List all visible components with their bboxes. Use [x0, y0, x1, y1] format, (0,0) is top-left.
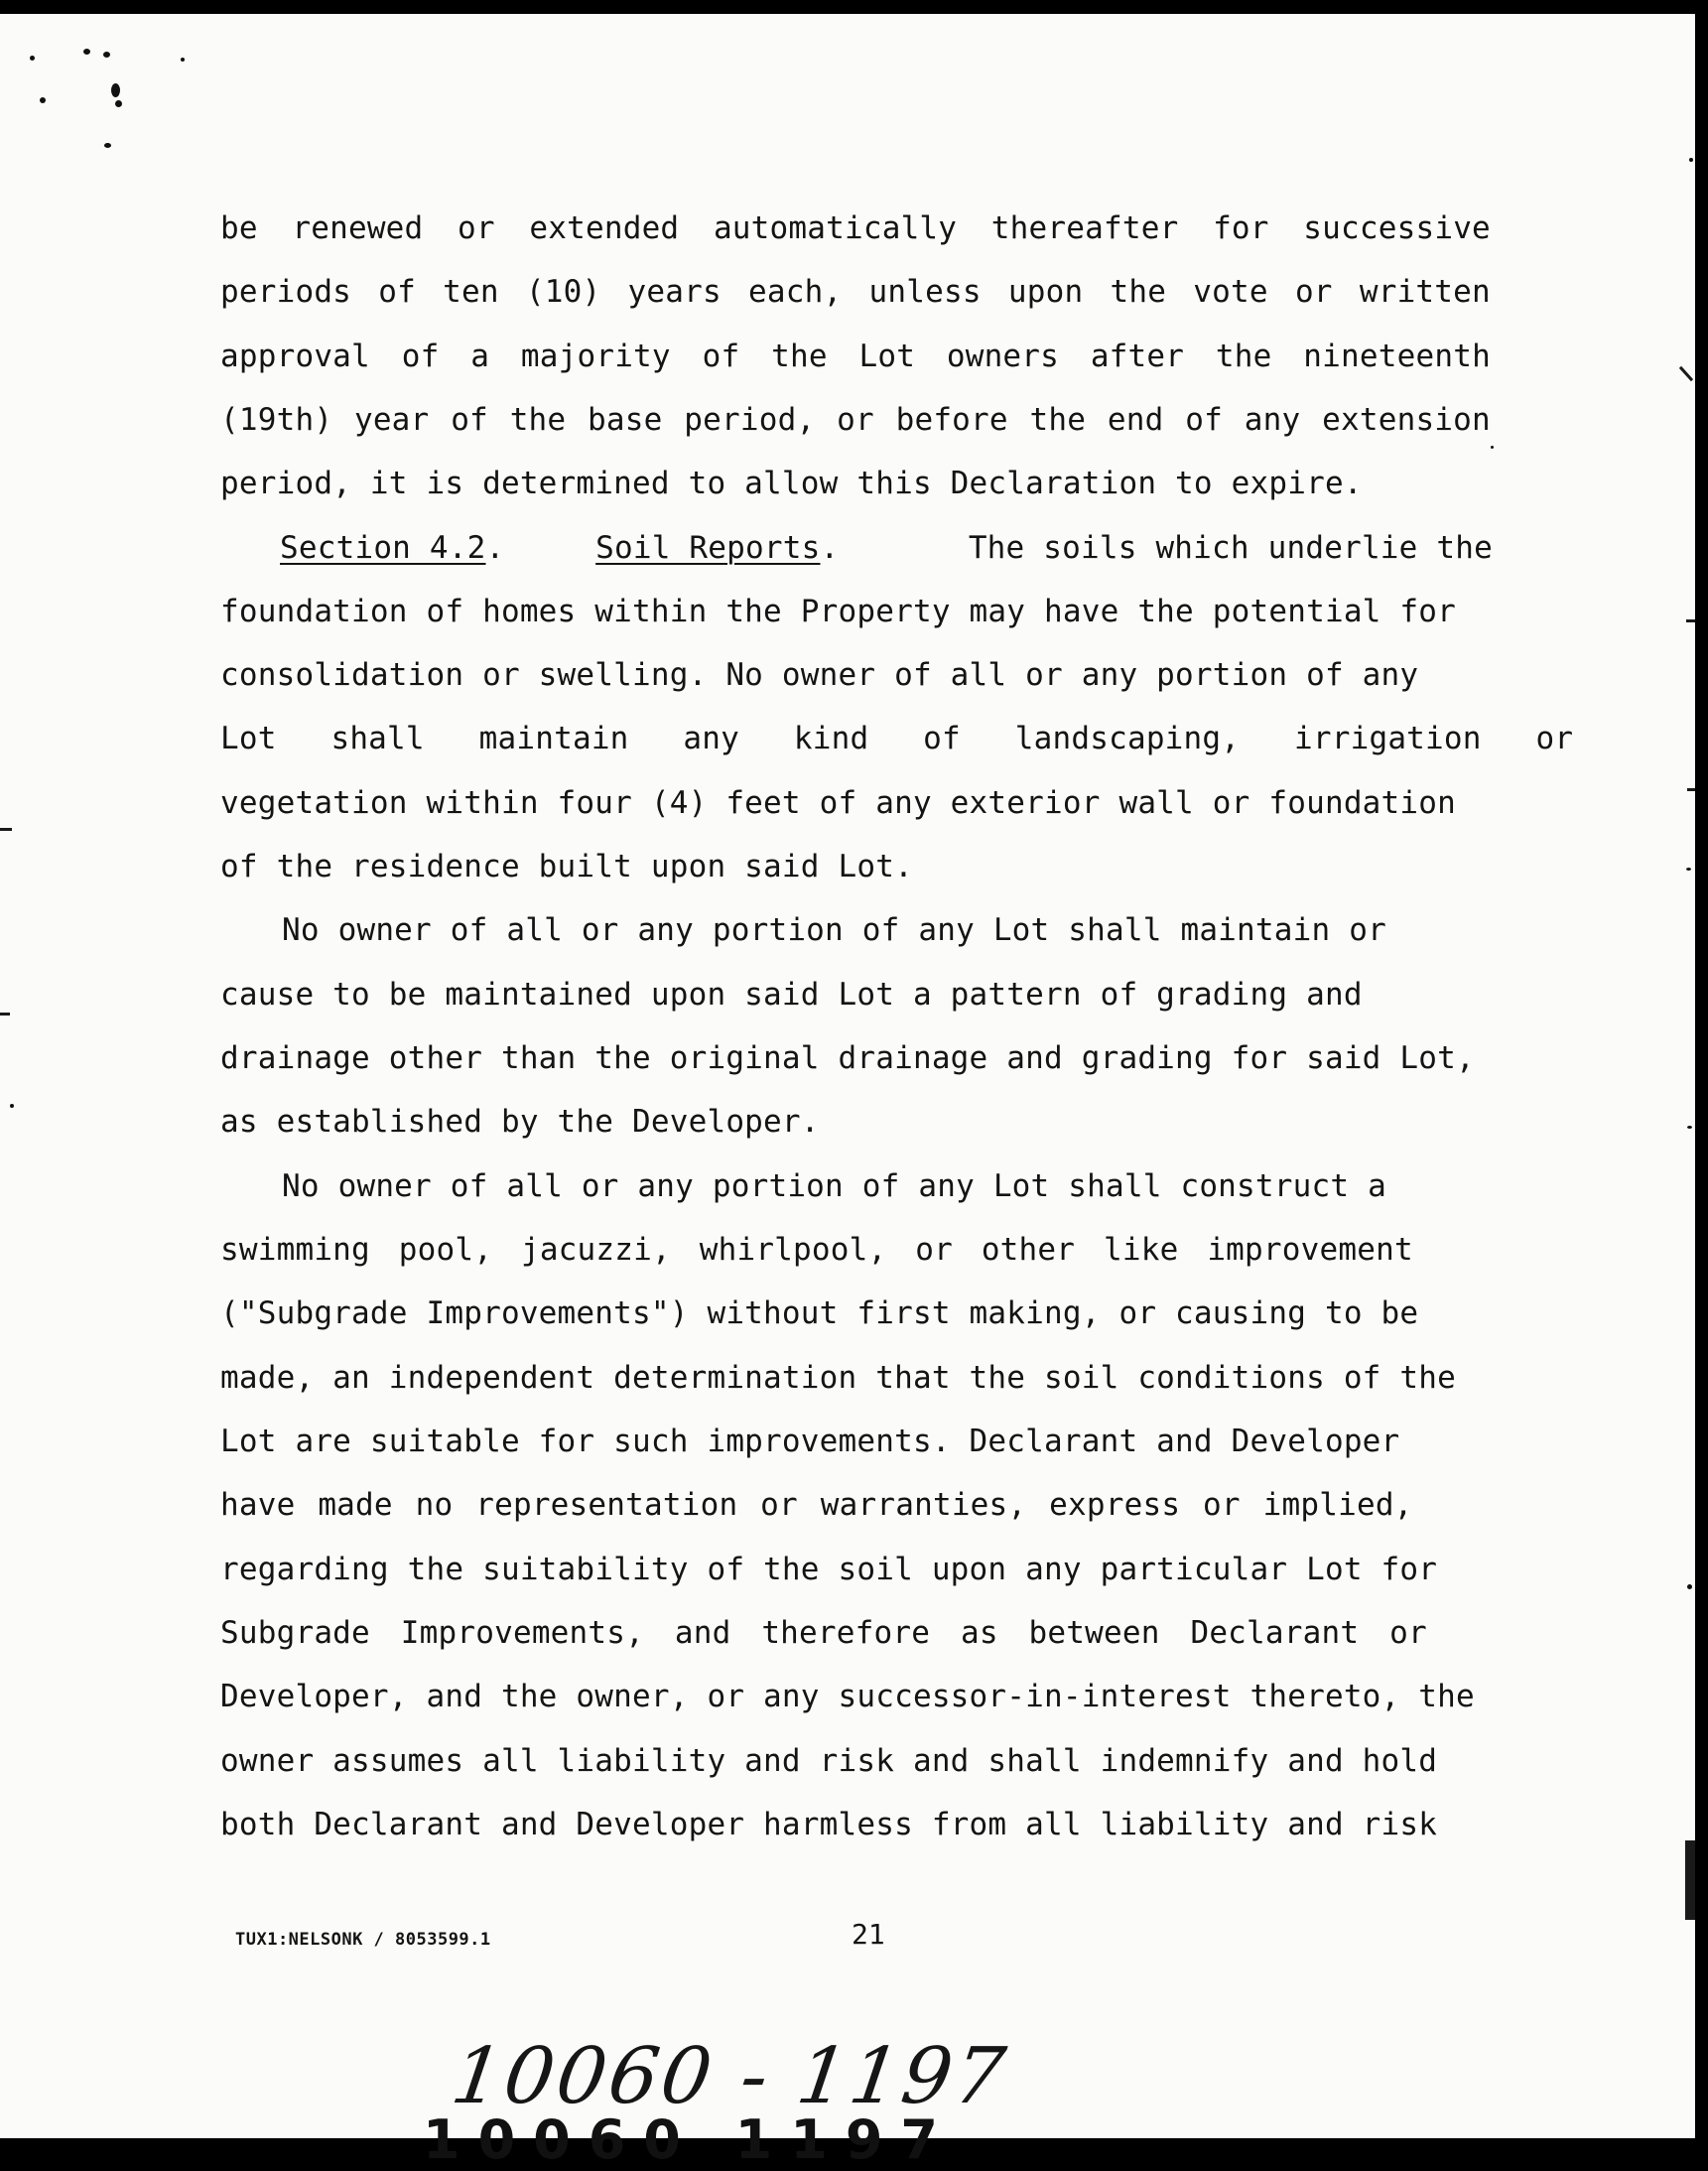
text-line: periods of ten (10) years each, unless upon the vote or written	[220, 274, 1491, 310]
text-line: foundation of homes within the Property may have the potential for	[220, 594, 1456, 629]
scan-edge-mark	[1679, 366, 1693, 381]
section-number: Section 4.2	[280, 530, 486, 566]
scan-speck	[40, 97, 46, 103]
section-intro-text: The soils which underlie the	[968, 530, 1493, 566]
text-line: of the residence built upon said Lot.	[220, 849, 913, 884]
scan-edge-mark	[1685, 1840, 1695, 1920]
text-line: both Declarant and Developer harmless from all liability and risk	[220, 1807, 1438, 1842]
scan-speck	[83, 49, 90, 55]
text-line: Developer, and the owner, or any successor-in-interest thereto, the	[220, 1679, 1475, 1714]
document-body	[220, 195, 1574, 1902]
text-line: (19th) year of the base period, or before the end of any extension	[220, 402, 1491, 438]
page-number: 21	[852, 1918, 885, 1951]
scan-speck	[103, 52, 110, 58]
text-line: Lot are suitable for such improvements. Declarant and Developer	[220, 1424, 1400, 1459]
scan-speck	[181, 58, 185, 62]
scan-speck	[10, 1104, 14, 1108]
document-id-footer: TUX1:NELSONK / 8053599.1	[235, 1930, 491, 1950]
scan-speck	[1687, 1126, 1692, 1129]
scan-speck	[1686, 868, 1691, 871]
text-line: as established by the Developer.	[220, 1104, 820, 1140]
section-title: Soil Reports	[595, 530, 821, 566]
text-line: have made no representation or warranties, express or implied,	[220, 1487, 1413, 1523]
text-line: Subgrade Improvements, and therefore as between Declarant or	[220, 1615, 1427, 1651]
document-page	[0, 14, 1695, 2171]
scan-speck	[30, 56, 35, 61]
scan-edge-mark	[0, 828, 12, 831]
scan-speck	[1689, 158, 1693, 162]
scan-speck	[115, 100, 122, 107]
scan-edge-mark	[0, 1013, 10, 1016]
text-line: No owner of all or any portion of any Lot shall construct a	[282, 1168, 1386, 1204]
handwritten-document-number: 10060 - 1197	[446, 2032, 1013, 2121]
text-line: vegetation within four (4) feet of any exterior wall or foundation	[220, 785, 1456, 821]
text-line: period, it is determined to allow this Declaration to expire.	[220, 466, 1363, 501]
text-line: ("Subgrade Improvements") without first making, or causing to be	[220, 1295, 1419, 1331]
section-heading-line: Section 4.2. Soil Reports. The soils which underlie the	[280, 530, 1493, 566]
text-line: drainage other than the original drainage and grading for said Lot,	[220, 1040, 1475, 1076]
scan-edge-mark	[1686, 619, 1695, 622]
text-line: owner assumes all liability and risk and shall indemnify and hold	[220, 1743, 1438, 1779]
text-line: be renewed or extended automatically thereafter for successive	[220, 210, 1491, 246]
scan-speck	[111, 83, 120, 97]
text-line: consolidation or swelling. No owner of all or any portion of any	[220, 657, 1419, 693]
text-line: cause to be maintained upon said Lot a pattern of grading and	[220, 977, 1363, 1013]
stamped-document-number: 10060 1197	[423, 2108, 956, 2171]
scan-speck	[104, 143, 111, 148]
text-line: approval of a majority of the Lot owners after the nineteenth	[220, 339, 1491, 374]
scan-speck	[1687, 1584, 1692, 1589]
scan-edge-mark	[1687, 788, 1695, 791]
text-line: made, an independent determination that the soil conditions of the	[220, 1360, 1456, 1396]
text-line: Lot shall maintain any kind of landscaping, irrigation or	[220, 721, 1574, 756]
text-line: swimming pool, jacuzzi, whirlpool, or other like improvement	[220, 1232, 1413, 1268]
text-line: regarding the suitability of the soil upon any particular Lot for	[220, 1552, 1438, 1587]
text-line: No owner of all or any portion of any Lot shall maintain or	[282, 912, 1386, 948]
